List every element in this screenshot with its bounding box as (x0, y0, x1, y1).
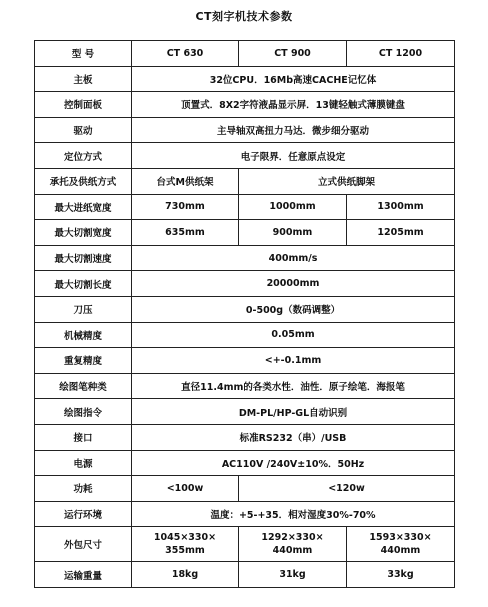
row-label: 最大切割长度 (35, 271, 132, 297)
row-value: 900mm (239, 220, 347, 246)
table-row-pens (35, 373, 455, 399)
size-line: 1593×330× (369, 532, 432, 544)
size-line: 1045×330× (153, 532, 217, 544)
row-label: 绘图指令 (35, 399, 132, 425)
table-row-commands (35, 399, 455, 425)
row-label: 机械精度 (35, 322, 132, 348)
table-row-consumption (35, 476, 455, 502)
row-label: 重复精度 (35, 348, 132, 374)
table-row-power (35, 450, 455, 476)
row-value: 直径11.4mm的各类水性．油性．原子绘笔．海报笔 (132, 373, 455, 399)
row-label: 最大切割速度 (35, 245, 132, 271)
table-row-max-cut-width (35, 220, 455, 246)
row-label: 运行环境 (35, 501, 132, 527)
row-value: 0-500g（数码调整） (132, 296, 455, 322)
table-row-interface (35, 424, 455, 450)
table-row-max-length (35, 271, 455, 297)
row-label: 承托及供纸方式 (35, 168, 132, 194)
row-value (132, 527, 239, 562)
row-value: <+-0.1mm (132, 348, 455, 374)
row-label: 控制面板 (35, 92, 132, 118)
row-label: 接口 (35, 424, 132, 450)
row-value: 32位CPU．16Mb高速CACHE记忆体 (132, 66, 455, 92)
size-line: 1292×330× (261, 532, 324, 544)
row-value: 1000mm (239, 194, 347, 220)
row-label: 绘图笔种类 (35, 373, 132, 399)
row-value: 33kg (347, 562, 455, 588)
table-row-repeat (35, 348, 455, 374)
row-value: 主导轴双高扭力马达．微步细分驱动 (132, 117, 455, 143)
table-row-feed (35, 168, 455, 194)
row-value: 温度：+5-+35．相对湿度30%-70% (132, 501, 455, 527)
row-value: 0.05mm (132, 322, 455, 348)
row-value: AC110V /240V±10%．50Hz (132, 450, 455, 476)
row-value: 730mm (132, 194, 239, 220)
row-value: <120w (239, 476, 455, 502)
row-label: 最大进纸宽度 (35, 194, 132, 220)
size-line: 440mm (380, 545, 421, 557)
header-label: 型 号 (35, 41, 132, 67)
page-title: CT刻字机技术参数 (195, 10, 293, 23)
row-label: 电源 (35, 450, 132, 476)
row-label: 定位方式 (35, 143, 132, 169)
table-row-weight (35, 562, 455, 588)
size-line: 355mm (165, 545, 205, 557)
row-value: <100w (132, 476, 239, 502)
table-row-drive (35, 117, 455, 143)
table-row-size (35, 527, 455, 562)
row-value: 18kg (132, 562, 239, 588)
row-value: 立式供纸脚架 (239, 168, 455, 194)
table-row-header (35, 41, 455, 67)
table-row-max-speed (35, 245, 455, 271)
spec-table (34, 40, 455, 588)
size-line: 440mm (272, 545, 313, 557)
row-value: DM-PL/HP-GL自动识别 (132, 399, 455, 425)
row-value: 台式M供纸架 (132, 168, 239, 194)
row-label: 驱动 (35, 117, 132, 143)
row-label: 外包尺寸 (35, 527, 132, 562)
row-value: 400mm/s (132, 245, 455, 271)
table-row-mainboard (35, 66, 455, 92)
row-value (239, 527, 347, 562)
table-row-max-feed-width (35, 194, 455, 220)
table-row-positioning (35, 143, 455, 169)
row-value (347, 527, 455, 562)
row-label: 运输重量 (35, 562, 132, 588)
row-value: 635mm (132, 220, 239, 246)
table-row-pressure (35, 296, 455, 322)
row-value: 31kg (239, 562, 347, 588)
row-label: 最大切割宽度 (35, 220, 132, 246)
model-ct630: CT 630 (132, 41, 239, 67)
model-ct1200: CT 1200 (347, 41, 455, 67)
table-row-panel (35, 92, 455, 118)
table-row-precision (35, 322, 455, 348)
row-value: 标准RS232（串）/USB (132, 424, 455, 450)
table-row-environment (35, 501, 455, 527)
row-label: 刀压 (35, 296, 132, 322)
row-value: 1300mm (347, 194, 455, 220)
row-value: 20000mm (132, 271, 455, 297)
row-label: 主板 (35, 66, 132, 92)
row-label: 功耗 (35, 476, 132, 502)
model-ct900: CT 900 (239, 41, 347, 67)
row-value: 电子限界．任意原点设定 (132, 143, 455, 169)
row-value: 顶置式．8X2字符液晶显示屏．13键轻触式薄膜键盘 (132, 92, 455, 118)
row-value: 1205mm (347, 220, 455, 246)
